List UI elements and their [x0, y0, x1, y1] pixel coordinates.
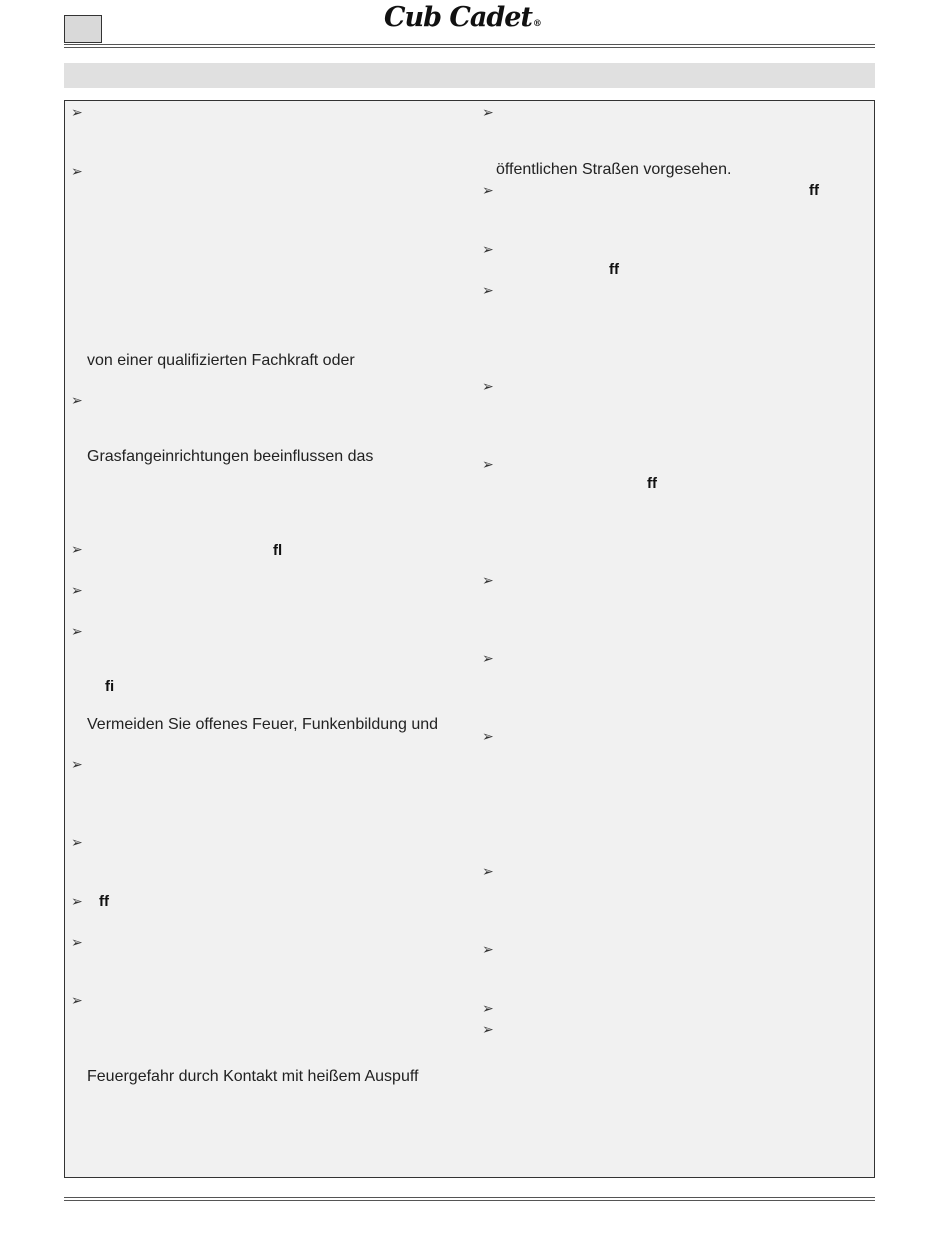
bullet-arrow-icon: ➢ — [71, 835, 83, 851]
ligature-glyph: ff — [647, 475, 657, 492]
registered-mark: ® — [532, 19, 541, 29]
bullet-arrow-icon: ➢ — [482, 242, 494, 258]
bullet-arrow-icon: ➢ — [71, 542, 83, 558]
bullet-arrow-icon: ➢ — [482, 457, 494, 473]
bullet-arrow-icon: ➢ — [71, 757, 83, 773]
bullet-arrow-icon: ➢ — [71, 624, 83, 640]
footer-rule — [64, 1197, 875, 1198]
safety-instructions-box — [64, 100, 875, 1178]
bullet-arrow-icon: ➢ — [482, 729, 494, 745]
bullet-arrow-icon: ➢ — [71, 894, 83, 910]
page-number-box — [64, 15, 102, 43]
ligature-glyph: ff — [609, 261, 619, 278]
header-rule-second — [64, 47, 875, 48]
bullet-arrow-icon: ➢ — [482, 283, 494, 299]
bullet-arrow-icon: ➢ — [482, 105, 494, 121]
brand-logo — [384, 2, 541, 34]
bullet-arrow-icon: ➢ — [482, 864, 494, 880]
bullet-arrow-icon: ➢ — [71, 993, 83, 1009]
header-rule — [64, 44, 875, 45]
bullet-arrow-icon: ➢ — [482, 379, 494, 395]
logo-text: Cub Cadet — [384, 2, 532, 33]
ligature-glyph: fl — [273, 542, 283, 559]
ligature-glyph: fi — [105, 678, 115, 695]
section-title-band — [64, 63, 875, 88]
ligature-glyph: ff — [809, 182, 819, 199]
bullet-arrow-icon: ➢ — [482, 573, 494, 589]
bullet-arrow-icon: ➢ — [71, 583, 83, 599]
bullet-arrow-icon: ➢ — [71, 105, 83, 121]
text-line: von einer qualifizierten Fachkraft oder — [87, 352, 355, 369]
bullet-arrow-icon: ➢ — [482, 183, 494, 199]
bullet-arrow-icon: ➢ — [71, 164, 83, 180]
bullet-arrow-icon: ➢ — [482, 651, 494, 667]
footer-rule-second — [64, 1200, 875, 1201]
text-line: Vermeiden Sie offenes Feuer, Funkenbildung und — [87, 716, 439, 733]
bullet-arrow-icon: ➢ — [482, 1022, 494, 1038]
text-line: Grasfangeinrichtungen beeinflussen das — [87, 448, 374, 465]
bullet-arrow-icon: ➢ — [71, 393, 83, 409]
bullet-arrow-icon: ➢ — [71, 935, 83, 951]
bullet-arrow-icon: ➢ — [482, 1001, 494, 1017]
text-line: öffentlichen Straßen vorgesehen. — [496, 161, 732, 178]
ligature-glyph: ff — [99, 893, 109, 910]
text-line: Feuergefahr durch Kontakt mit heißem Auspuff — [87, 1068, 419, 1085]
bullet-arrow-icon: ➢ — [482, 942, 494, 958]
